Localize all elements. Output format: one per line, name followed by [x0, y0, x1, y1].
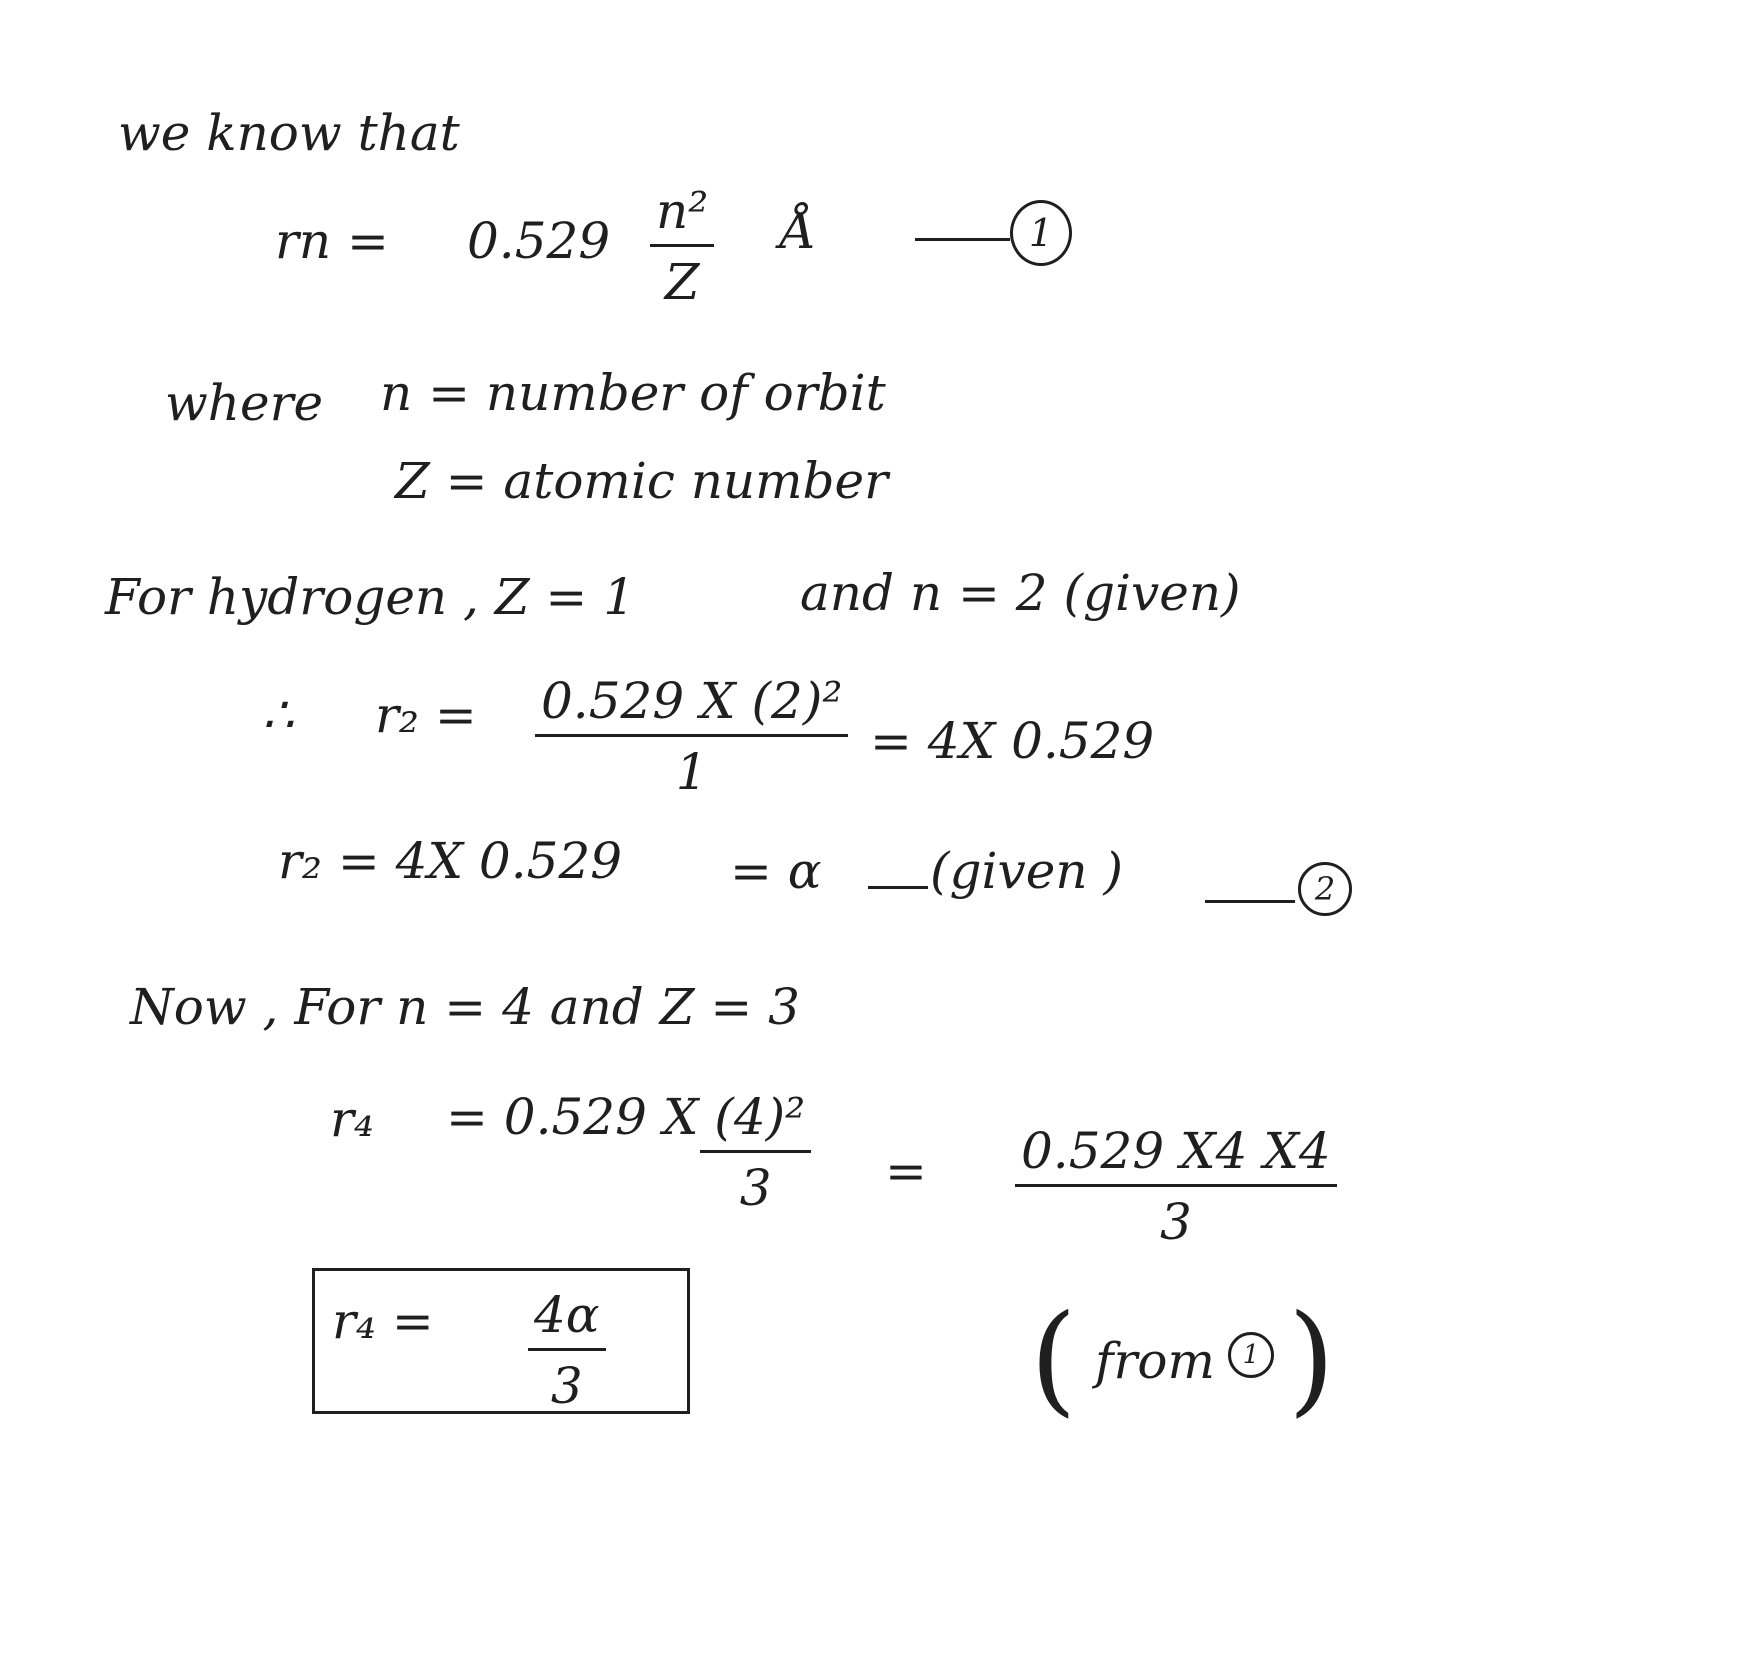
step1-lhs: r₂ = — [375, 686, 477, 744]
step2-alpha: = α — [730, 842, 822, 900]
open-paren: ( — [1030, 1290, 1077, 1429]
step3-numerator: = 0.529 X (4)² — [446, 1088, 806, 1146]
hydrogen-given: and n = 2 (given) — [800, 564, 1241, 622]
now-condition: Now , For n = 4 and Z = 3 — [130, 978, 800, 1036]
equation-tag-1: 1 — [1010, 200, 1072, 266]
step3-rhs-fraction — [1015, 1122, 1337, 1251]
step1-fraction — [535, 672, 848, 801]
result-denominator: 3 — [550, 1357, 583, 1415]
formula-numerator: n² — [656, 182, 709, 240]
hydrogen-condition: For hydrogen , Z = 1 — [105, 568, 636, 626]
from-text: from — [1095, 1332, 1215, 1390]
formula-denominator: Z — [664, 253, 700, 311]
result-fraction — [528, 1286, 606, 1415]
step3-denominator: 3 — [739, 1159, 772, 1217]
formula-lhs: rn = — [275, 212, 389, 270]
formula-fraction — [650, 182, 714, 311]
result-numerator: 4α — [534, 1286, 600, 1344]
step3-fraction — [440, 1088, 811, 1217]
step1-denominator: 1 — [675, 743, 708, 801]
formula-coefficient: 0.529 — [467, 212, 611, 270]
equation-tag-dash — [1205, 900, 1295, 903]
given-underline — [868, 886, 928, 889]
definition-n: n = number of orbit — [380, 364, 886, 422]
step3-lhs: r₄ — [330, 1090, 374, 1148]
step1-numerator: 0.529 X (2)² — [541, 672, 843, 730]
step2-given: (given ) — [930, 842, 1123, 900]
therefore-symbol: ∴ — [262, 686, 294, 744]
step3-rhs-numerator: 0.529 X4 X4 — [1021, 1122, 1331, 1180]
definition-z: Z = atomic number — [395, 452, 889, 510]
where-label: where — [165, 374, 324, 432]
equation-tag-dash — [915, 238, 1010, 241]
equation-tag-2: 2 — [1298, 862, 1352, 916]
step3-equals: = — [885, 1142, 927, 1200]
step3-rhs-denominator: 3 — [1159, 1193, 1192, 1251]
intro-line: we know that — [118, 104, 460, 162]
step2-lhs: r₂ = 4X 0.529 — [278, 832, 623, 890]
result-lhs: r₄ = — [332, 1292, 434, 1350]
formula-unit: Å — [780, 202, 817, 260]
step1-rhs: = 4X 0.529 — [870, 712, 1155, 770]
close-paren: ) — [1288, 1290, 1335, 1429]
from-tag-1: 1 — [1228, 1332, 1274, 1378]
